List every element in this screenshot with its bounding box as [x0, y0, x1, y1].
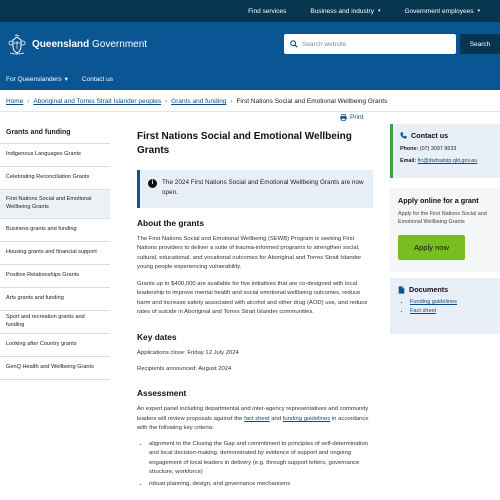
chevron-right-icon: › — [230, 98, 233, 105]
sidebar-item-indigenous-languages[interactable]: Indigenous Languages Grants — [0, 144, 110, 167]
nav-item-contact-us[interactable] — [82, 76, 113, 83]
topbar-link-label: Find services — [248, 7, 287, 15]
criteria-item: • robust planning, design, and governance mechanisms — [149, 480, 373, 489]
print-label: Print — [350, 114, 364, 121]
contact-phone — [400, 146, 493, 152]
about-heading: About the grants — [137, 218, 204, 228]
info-callout — [137, 170, 373, 208]
key-date-close: Applications close: Friday 12 July 2024 — [137, 349, 239, 356]
search-input[interactable] — [284, 34, 456, 54]
topbar-link-business-industry[interactable] — [298, 8, 392, 15]
callout-text: The 2024 First Nations Social and Emotional Wellbeing Grants are now open. — [162, 179, 364, 196]
sidebar-item-sewb-active[interactable]: First Nations Social and Emotional Wellbeing Grants — [0, 190, 110, 219]
right-column — [390, 124, 500, 334]
sidebar-item-housing-grants[interactable]: Housing grants and financial support — [0, 242, 110, 265]
search-placeholder: Search website — [302, 40, 347, 48]
nav-item-label: Contact us — [81, 75, 113, 83]
funding-guidelines-doc-link[interactable]: Funding guidelines — [410, 299, 457, 305]
fact-sheet-doc-link[interactable]: Fact sheet — [410, 308, 437, 314]
main-content — [137, 114, 373, 493]
contact-heading — [400, 131, 493, 140]
criteria-item: • alignment to the Closing the Gap and commitment to principles of self-determination and local decision-making, demonstrated by evidence of support and ongoing engagement of local leaders in delivery (e.g. through support letters, governance structure, workforce) — [149, 440, 373, 478]
sidebar-item-positive-relationships[interactable]: Positive Relationships Grants — [0, 265, 110, 288]
nav-item-for-queenslanders[interactable] — [6, 75, 68, 83]
page-title: First Nations Social and Emotional Wellbeing Grants — [137, 131, 352, 156]
info-icon: i — [148, 179, 157, 188]
document-item — [410, 308, 492, 314]
assessment-text: An expert panel including departmental and inter-agency representatives and community leaders will review proposals against the — [137, 406, 369, 422]
documents-list — [398, 299, 492, 314]
phone-label: Phone: — [400, 146, 419, 152]
assessment-heading: Assessment — [137, 388, 187, 399]
documents-heading-text: Documents — [409, 285, 449, 294]
contact-box — [390, 124, 500, 178]
chevron-down-icon: ▾ — [477, 8, 480, 14]
document-item — [410, 299, 492, 305]
topbar-link-label: Business and industry — [310, 7, 374, 15]
section-sidebar — [0, 120, 110, 380]
documents-heading — [398, 285, 492, 294]
email-link[interactable]: fic@dsdsatsip.qld.gov.au — [417, 158, 478, 164]
search-button[interactable]: Search — [460, 34, 500, 54]
documents-box — [390, 278, 500, 334]
breadcrumb — [0, 92, 500, 112]
assessment-paragraph — [137, 405, 373, 433]
chevron-down-icon: ▾ — [64, 76, 68, 83]
fact-sheet-link[interactable]: fact sheet — [244, 415, 270, 422]
apply-text: Apply for the First Nations Social and Emotional Wellbeing Grants — [398, 211, 487, 226]
email-label: Email: — [400, 158, 417, 164]
queensland-crest-icon — [6, 34, 28, 56]
sidebar-item-business-grants[interactable]: Business grants and funding — [0, 219, 110, 242]
sidebar-item-genq-health[interactable]: GenQ Health and Wellbeing Grants — [0, 357, 110, 380]
key-dates-heading: Key dates — [137, 331, 177, 342]
key-date-announced: Recipients announced: August 2024 — [137, 365, 232, 372]
search-icon — [290, 40, 298, 48]
document-icon — [398, 286, 405, 294]
sidebar-item-celebrating-reconciliation[interactable]: Celebrating Reconciliation Grants — [0, 167, 110, 190]
chevron-right-icon: › — [165, 98, 168, 105]
site-header — [0, 22, 500, 67]
topbar-link-find-services[interactable] — [236, 8, 298, 15]
topbar-link-government-employees[interactable] — [392, 8, 492, 15]
funding-guidelines-link[interactable]: funding guidelines — [282, 415, 331, 422]
about-paragraph-2: Grants up to $400,000 are available for five initiatives that are co-designed with local leadership to improve mental health and social emotional wellbeing outcomes, reduce harm and increase safety associated with alcohol and other drug (AOD) use, and reduce rates of suicide in Aboriginal and Torres Strait Islander communities. — [137, 280, 368, 316]
apply-box — [390, 188, 500, 272]
breadcrumb-current: First Nations Social and Emotional Wellbeing Grants — [236, 98, 388, 105]
logo-text-bold: Queensland — [32, 39, 90, 50]
phone-icon — [400, 132, 407, 139]
sidebar-item-arts-grants[interactable]: Arts grants and funding — [0, 288, 110, 311]
top-utility-bar — [0, 0, 500, 22]
phone-value[interactable]: (07) 3097 8633 — [419, 146, 457, 152]
sidebar-heading[interactable]: Grants and funding — [0, 120, 110, 144]
about-paragraph-1: The First Nations Social and Emotional Wellbeing (SEWB) Program is seeking First Nations providers to deliver a suite of trauma-informed programs to strengthen social, cultural, educational, and vocational outcomes for Aboriginal and Torres Strait Islander young people experiencing vulnerability. — [137, 236, 362, 271]
main-nav — [0, 67, 500, 90]
nav-item-label: For Queenslanders — [6, 75, 62, 83]
site-logo[interactable] — [6, 34, 147, 56]
assessment-text: in accordance with the following key criteria: — [137, 415, 369, 432]
breadcrumb-home[interactable]: Home — [6, 98, 24, 105]
contact-email — [400, 158, 493, 164]
sidebar-item-looking-after-country[interactable]: Looking after Country grants — [0, 334, 110, 357]
logo-text — [32, 39, 147, 50]
sidebar-item-sport-recreation[interactable]: Sport and recreation grants and funding — [0, 311, 110, 334]
chevron-right-icon: › — [27, 98, 30, 105]
chevron-down-icon: ▾ — [377, 8, 381, 14]
criteria-list — [137, 440, 373, 490]
contact-heading-text: Contact us — [411, 131, 449, 140]
breadcrumb-grants-funding[interactable]: Grants and funding — [171, 98, 227, 105]
assessment-text: and — [269, 415, 283, 422]
apply-now-button[interactable]: Apply now — [398, 235, 465, 260]
breadcrumb-aboriginal-torres-strait[interactable]: Aboriginal and Torres Strait Islander peoples — [33, 98, 162, 105]
apply-heading: Apply online for a grant — [398, 196, 479, 205]
topbar-link-label: Government employees — [404, 7, 474, 15]
logo-text-rest: Government — [89, 39, 148, 50]
